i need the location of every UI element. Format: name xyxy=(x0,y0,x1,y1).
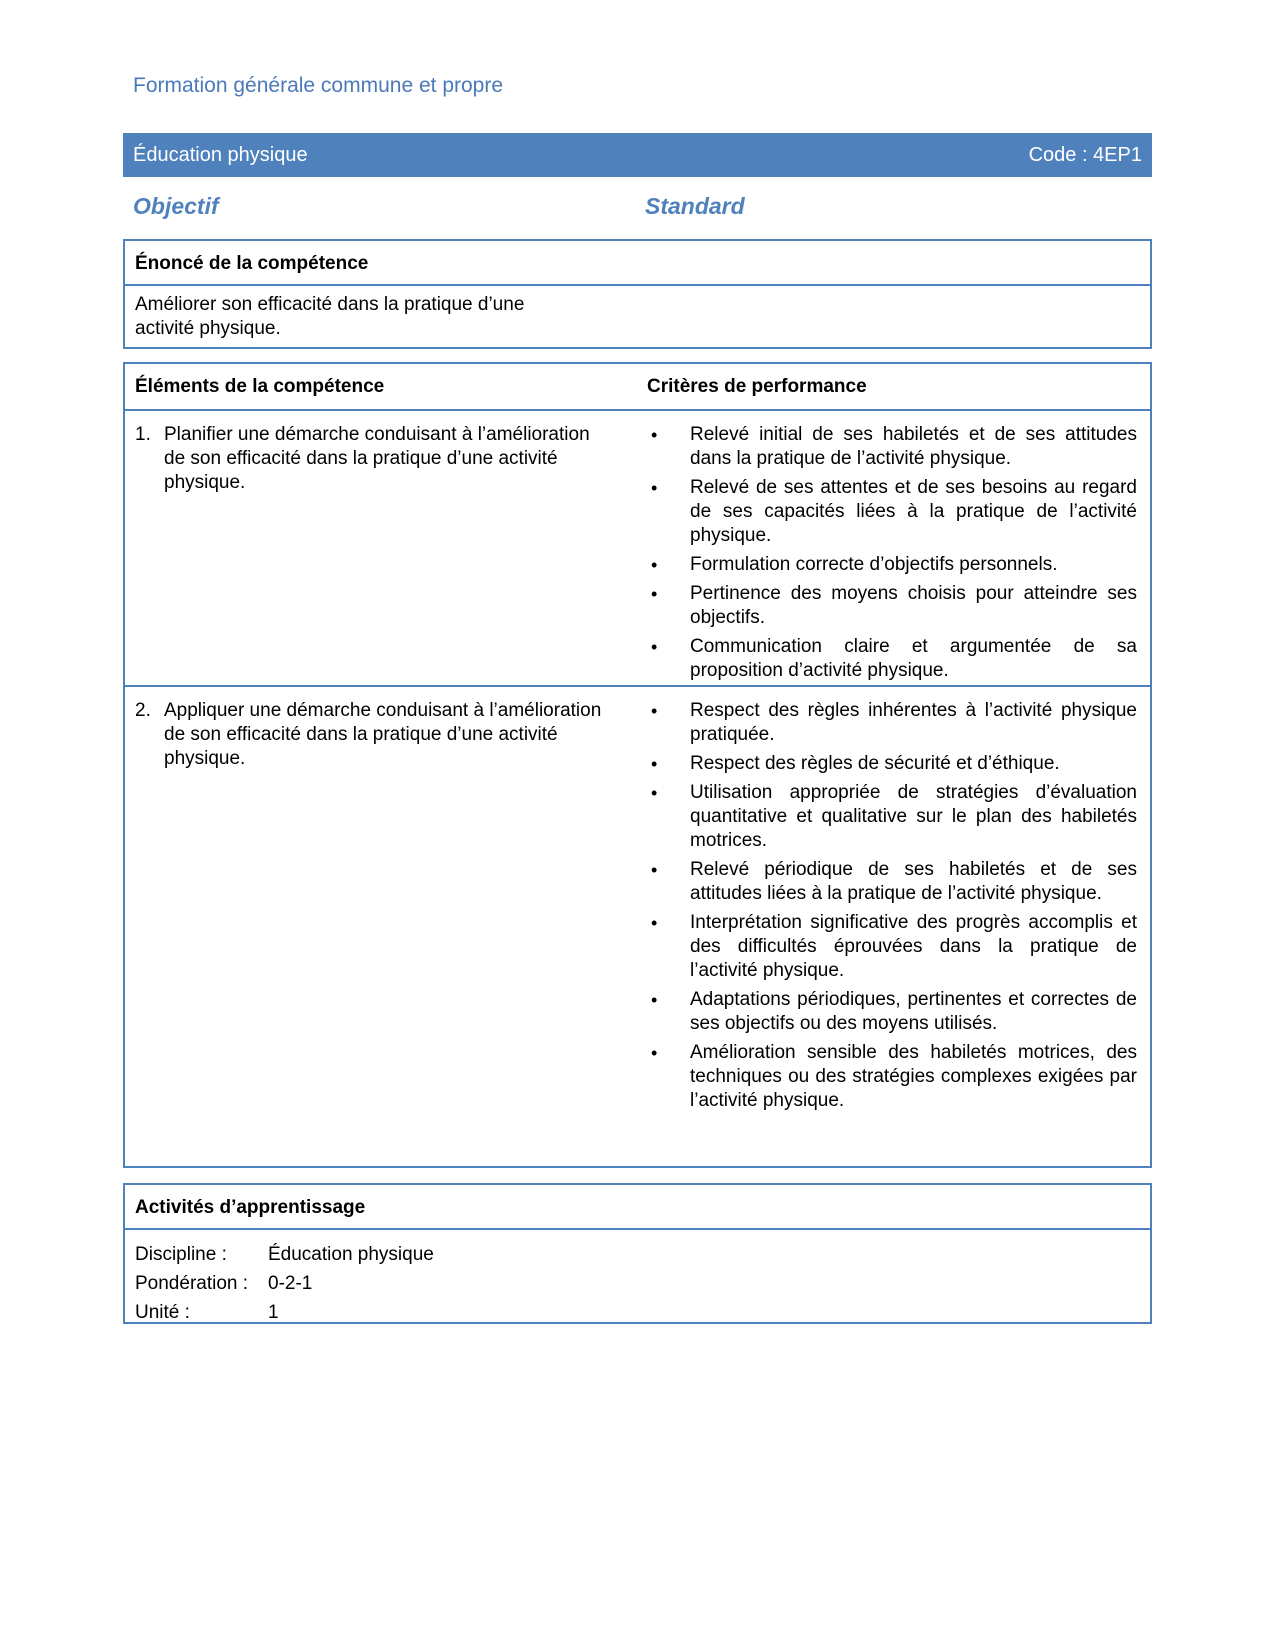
criteria-text: Respect des règles de sécurité et d’éthique. xyxy=(690,753,1060,774)
element-text: Planifier une démarche conduisant à l’amélioration de son efficacité dans la pratique d’une activité physique. xyxy=(164,424,590,493)
course-code: Code : 4EP1 xyxy=(1028,144,1142,166)
criteria-item xyxy=(647,988,1137,1036)
unit-line xyxy=(135,1298,279,1327)
bullet-icon: • xyxy=(651,478,658,498)
bullet-icon: • xyxy=(651,637,658,657)
criteria-item xyxy=(647,752,1137,776)
criteria-item xyxy=(647,1041,1137,1113)
objective-label: Objectif xyxy=(133,193,219,219)
competence-statement-text: Améliorer son efficacité dans la pratique d’une activité physique. xyxy=(135,294,525,339)
criteria-text: Communication claire et argumentée de sa proposition d’activité physique. xyxy=(690,636,1137,681)
criteria-text: Relevé initial de ses habiletés et de ses attitudes dans la pratique de l’activité physique. xyxy=(690,424,1137,469)
criteria-list xyxy=(647,699,1137,1118)
bullet-icon: • xyxy=(651,754,658,774)
discipline-label: Discipline : xyxy=(135,1244,227,1265)
criteria-item xyxy=(647,781,1137,853)
bullet-icon: • xyxy=(651,701,658,721)
unit-value: 1 xyxy=(268,1302,279,1323)
criteria-item xyxy=(647,635,1137,683)
bullet-icon: • xyxy=(651,584,658,604)
criteria-item xyxy=(647,582,1137,630)
criteria-text: Pertinence des moyens choisis pour atteindre ses objectifs. xyxy=(690,583,1137,628)
bullet-icon: • xyxy=(651,1043,658,1063)
learning-activities-heading: Activités d’apprentissage xyxy=(125,1185,1150,1230)
competence-statement-box xyxy=(123,239,1152,349)
activities-details xyxy=(135,1240,434,1327)
criteria-item xyxy=(647,476,1137,548)
criteria-heading: Critères de performance xyxy=(647,376,867,397)
elements-heading: Éléments de la compétence xyxy=(135,376,385,397)
bullet-icon: • xyxy=(651,990,658,1010)
competence-statement-heading: Énoncé de la compétence xyxy=(125,241,1150,286)
elements-table-header xyxy=(125,364,1150,411)
standard-label: Standard xyxy=(645,193,745,219)
element-number: 1. xyxy=(135,424,151,445)
element-row-2 xyxy=(125,687,1150,1165)
criteria-item xyxy=(647,553,1137,577)
element-row-1 xyxy=(125,411,1150,687)
bullet-icon: • xyxy=(651,425,658,445)
bullet-icon: • xyxy=(651,860,658,880)
criteria-text: Adaptations périodiques, pertinentes et correctes de ses objectifs ou des moyens utilisés. xyxy=(690,989,1137,1034)
criteria-list xyxy=(647,423,1137,688)
unit-label: Unité : xyxy=(135,1302,190,1323)
criteria-text: Relevé périodique de ses habiletés et de ses attitudes liées à la pratique de l’activité physique. xyxy=(690,859,1137,904)
criteria-text: Relevé de ses attentes et de ses besoins au regard de ses capacités liées à la pratique de l’activité physique. xyxy=(690,477,1137,546)
weighting-label: Pondération : xyxy=(135,1273,249,1294)
competence-elements-table xyxy=(123,362,1152,1168)
element-text: Appliquer une démarche conduisant à l’amélioration de son efficacité dans la pratique d’une activité physique. xyxy=(164,700,602,769)
criteria-text: Amélioration sensible des habiletés motrices, des techniques ou des stratégies complexes exigées par l’activité physique. xyxy=(690,1042,1137,1111)
criteria-item xyxy=(647,911,1137,983)
formation-title: Formation générale commune et propre xyxy=(133,74,504,97)
bullet-icon: • xyxy=(651,913,658,933)
criteria-item xyxy=(647,699,1137,747)
weighting-value: 0-2-1 xyxy=(268,1273,313,1294)
discipline-value: Éducation physique xyxy=(268,1244,434,1265)
bullet-icon: • xyxy=(651,555,658,575)
learning-activities-box xyxy=(123,1183,1152,1324)
criteria-text: Utilisation appropriée de stratégies d’évaluation quantitative et qualitative sur le plan des habiletés motrices. xyxy=(690,782,1137,851)
criteria-text: Interprétation significative des progrès accomplis et des difficultés éprouvées dans la pratique de l’activité physique. xyxy=(690,912,1137,981)
criteria-item xyxy=(647,423,1137,471)
element-number: 2. xyxy=(135,700,151,721)
bullet-icon: • xyxy=(651,783,658,803)
criteria-text: Respect des règles inhérentes à l’activité physique pratiquée. xyxy=(690,700,1137,745)
discipline-line xyxy=(135,1240,434,1269)
criteria-text: Formulation correcte d’objectifs personnels. xyxy=(690,554,1058,575)
criteria-item xyxy=(647,858,1137,906)
weighting-line xyxy=(135,1269,313,1298)
course-header-bar xyxy=(123,133,1152,177)
course-name: Éducation physique xyxy=(133,144,308,166)
